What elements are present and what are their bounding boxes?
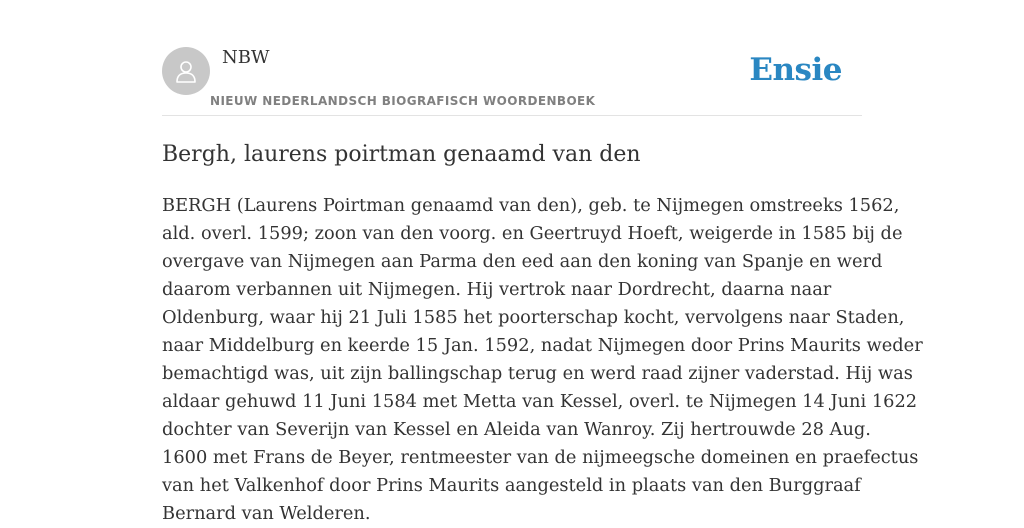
avatar[interactable]: [162, 47, 210, 95]
article-line: Oldenburg, waar hij 21 Juli 1585 het poorterschap kocht, vervolgens naar Staden,: [162, 307, 905, 328]
article-line: Bernard van Welderen.: [162, 503, 371, 524]
source-header: [162, 0, 862, 116]
article-line: bemachtigd was, uit zijn ballingschap terug en werd raad zijner vaderstad. Hij was: [162, 363, 913, 384]
article-line: van het Valkenhof door Prins Maurits aangesteld in plaats van den Burggraaf: [162, 475, 861, 496]
article-line: naar Middelburg en keerde 15 Jan. 1592, nadat Nijmegen door Prins Maurits weder: [162, 335, 923, 356]
source-subtitle: NIEUW NEDERLANDSCH BIOGRAFISCH WOORDENBOEK: [210, 94, 596, 108]
source-name[interactable]: NBW: [222, 47, 270, 68]
user-icon: [172, 57, 200, 85]
article-line: overgave van Nijmegen aan Parma den eed aan den koning van Spanje en werd: [162, 251, 883, 272]
article-line: BERGH (Laurens Poirtman genaamd van den), geb. te Nijmegen omstreeks 1562,: [162, 195, 900, 216]
article-line: ald. overl. 1599; zoon van den voorg. en Geertruyd Hoeft, weigerde in 1585 bij de: [162, 223, 903, 244]
article-line: aldaar gehuwd 11 Juni 1584 met Metta van Kessel, overl. te Nijmegen 14 Juni 1622: [162, 391, 918, 412]
article-line: dochter van Severijn van Kessel en Aleida van Wanroy. Zij hertrouwde 28 Aug.: [162, 419, 871, 440]
article-body: [162, 192, 923, 528]
article-line: daarom verbannen uit Nijmegen. Hij vertrok naar Dordrecht, daarna naar: [162, 279, 832, 300]
brand-logo[interactable]: Ensie: [749, 52, 842, 88]
article-title: Bergh, laurens poirtman genaamd van den: [162, 142, 641, 167]
article-line: 1600 met Frans de Beyer, rentmeester van de nijmeegsche domeinen en praefectus: [162, 447, 919, 468]
